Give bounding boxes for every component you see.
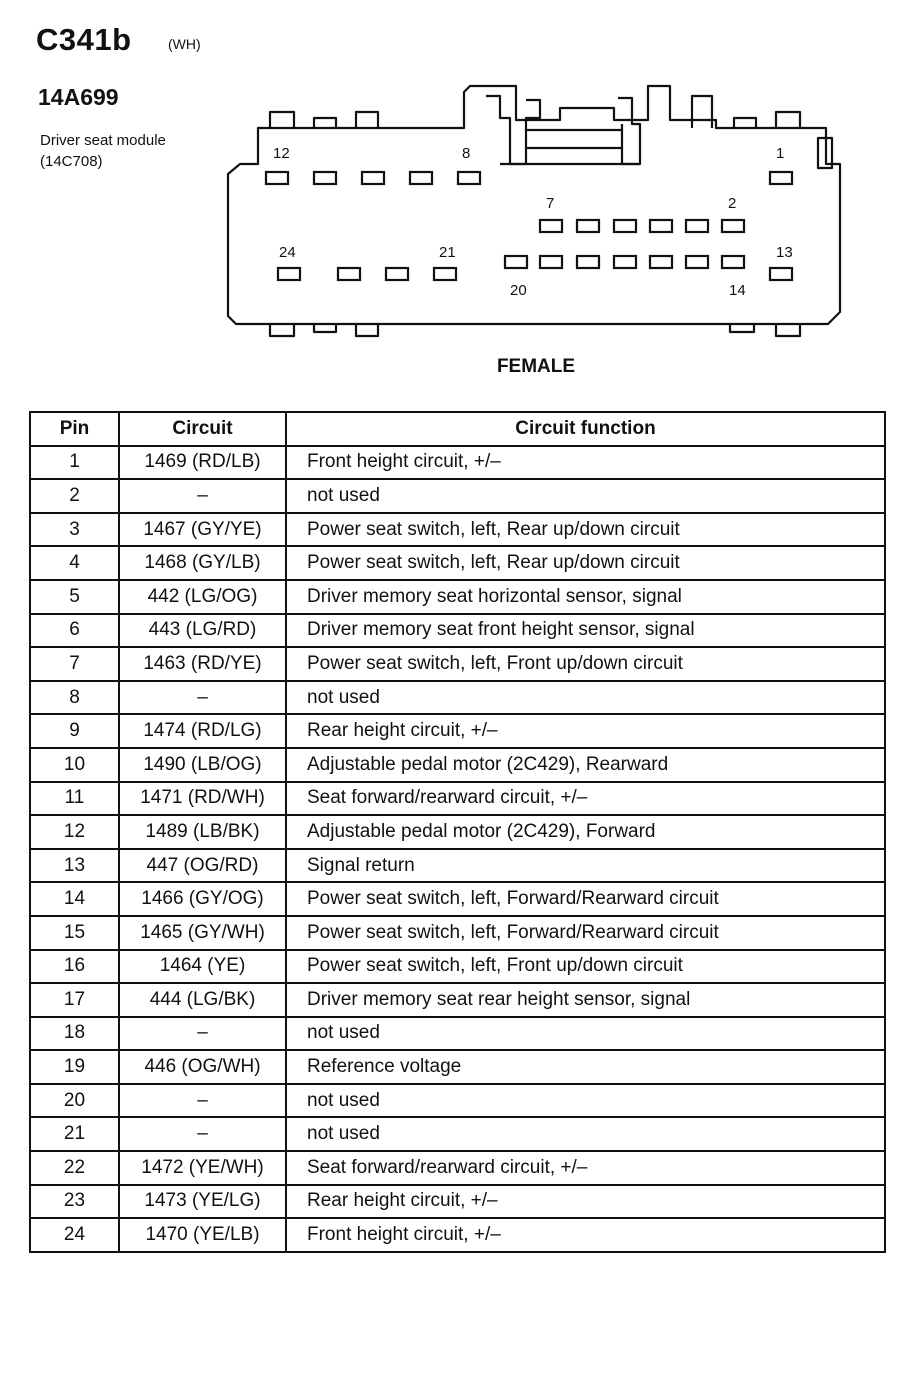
- function-cell: Rear height circuit, +/–: [286, 1185, 885, 1219]
- function-cell: Driver memory seat front height sensor, signal: [286, 614, 885, 648]
- pin-cell: 11: [30, 782, 119, 816]
- circuit-cell: –: [119, 1017, 286, 1051]
- module-code: (14C708): [40, 153, 103, 170]
- table-row: [30, 1117, 885, 1151]
- pin-cell: 23: [30, 1185, 119, 1219]
- circuit-cell: 447 (OG/RD): [119, 849, 286, 883]
- table-row: [30, 1084, 885, 1118]
- pin-cavity: [338, 268, 360, 280]
- table-row: [30, 1185, 885, 1219]
- pin-label: 8: [462, 145, 471, 162]
- pin-cavity: [505, 256, 527, 268]
- top-tab: [356, 112, 378, 128]
- pin-cavity: [614, 256, 636, 268]
- function-cell: Signal return: [286, 849, 885, 883]
- pin-cell: 1: [30, 446, 119, 480]
- pin-cavity: [686, 220, 708, 232]
- function-cell: Adjustable pedal motor (2C429), Forward: [286, 815, 885, 849]
- table-row: [30, 647, 885, 681]
- pin-cavity: [362, 172, 384, 184]
- function-cell: Reference voltage: [286, 1050, 885, 1084]
- module-name: Driver seat module: [40, 132, 166, 149]
- connector-id: C341b: [36, 22, 132, 57]
- top-tab: [270, 112, 294, 128]
- pin-cell: 17: [30, 983, 119, 1017]
- bottom-tab: [314, 324, 336, 332]
- pin-cell: 8: [30, 681, 119, 715]
- connector-diagram: [0, 0, 918, 400]
- table-row: [30, 1017, 885, 1051]
- pin-label: 13: [776, 244, 793, 261]
- pin-cavity: [278, 268, 300, 280]
- pin-label: 21: [439, 244, 456, 261]
- pin-cell: 9: [30, 714, 119, 748]
- function-cell: Rear height circuit, +/–: [286, 714, 885, 748]
- pin-cavity: [458, 172, 480, 184]
- table-row: [30, 849, 885, 883]
- table-row: [30, 1218, 885, 1252]
- pin-cavity: [577, 220, 599, 232]
- bottom-tab: [730, 324, 754, 332]
- pin-cavity: [540, 220, 562, 232]
- pin-cavity: [410, 172, 432, 184]
- circuit-cell: 1467 (GY/YE): [119, 513, 286, 547]
- pin-label: 2: [728, 195, 737, 212]
- circuit-cell: 1470 (YE/LB): [119, 1218, 286, 1252]
- pin-cell: 10: [30, 748, 119, 782]
- pin-cavity: [434, 268, 456, 280]
- pin-cell: 5: [30, 580, 119, 614]
- pin-label: 12: [273, 145, 290, 162]
- pin-cavity: [722, 220, 744, 232]
- table-row: [30, 782, 885, 816]
- table-row: [30, 513, 885, 547]
- pin-table-body: [30, 446, 885, 1252]
- pin-label: 20: [510, 282, 527, 299]
- pin-cavity: [650, 256, 672, 268]
- circuit-cell: 442 (LG/OG): [119, 580, 286, 614]
- function-cell: Power seat switch, left, Rear up/down circuit: [286, 513, 885, 547]
- pin-cell: 7: [30, 647, 119, 681]
- pin-cell: 19: [30, 1050, 119, 1084]
- table-row: [30, 681, 885, 715]
- pin-cavity: [770, 172, 792, 184]
- pin-cavity: [722, 256, 744, 268]
- circuit-cell: 1466 (GY/OG): [119, 882, 286, 916]
- column-header-pin: Pin: [30, 412, 119, 446]
- table-row: [30, 714, 885, 748]
- connector-color: (WH): [168, 36, 201, 52]
- circuit-cell: 1474 (RD/LG): [119, 714, 286, 748]
- column-header-circuit: Circuit: [119, 412, 286, 446]
- pin-label: 14: [729, 282, 746, 299]
- circuit-cell: 1463 (RD/YE): [119, 647, 286, 681]
- bottom-tab: [270, 324, 294, 336]
- circuit-cell: 1490 (LB/OG): [119, 748, 286, 782]
- table-row: [30, 950, 885, 984]
- bottom-tab: [776, 324, 800, 336]
- pin-cell: 13: [30, 849, 119, 883]
- pin-cavity: [650, 220, 672, 232]
- pin-cell: 18: [30, 1017, 119, 1051]
- function-cell: Seat forward/rearward circuit, +/–: [286, 782, 885, 816]
- function-cell: not used: [286, 479, 885, 513]
- pin-cavity: [540, 256, 562, 268]
- function-cell: Driver memory seat rear height sensor, signal: [286, 983, 885, 1017]
- circuit-cell: –: [119, 479, 286, 513]
- circuit-cell: 446 (OG/WH): [119, 1050, 286, 1084]
- pin-cavity: [614, 220, 636, 232]
- function-cell: Power seat switch, left, Forward/Rearward circuit: [286, 916, 885, 950]
- pin-cell: 21: [30, 1117, 119, 1151]
- function-cell: Power seat switch, left, Rear up/down circuit: [286, 546, 885, 580]
- table-row: [30, 882, 885, 916]
- function-cell: not used: [286, 1084, 885, 1118]
- table-header-row: [30, 412, 885, 446]
- table-row: [30, 1151, 885, 1185]
- pin-table: [29, 411, 886, 1253]
- pin-cell: 22: [30, 1151, 119, 1185]
- function-cell: Power seat switch, left, Front up/down circuit: [286, 950, 885, 984]
- pin-cell: 20: [30, 1084, 119, 1118]
- column-header-function: Circuit function: [286, 412, 885, 446]
- pin-cell: 24: [30, 1218, 119, 1252]
- top-tab: [314, 118, 336, 128]
- table-row: [30, 916, 885, 950]
- top-tab: [692, 96, 712, 128]
- table-row: [30, 614, 885, 648]
- table-row: [30, 815, 885, 849]
- top-tab: [776, 112, 800, 128]
- circuit-cell: 1464 (YE): [119, 950, 286, 984]
- pin-cavity: [386, 268, 408, 280]
- table-row: [30, 983, 885, 1017]
- circuit-cell: 1465 (GY/WH): [119, 916, 286, 950]
- pin-cell: 2: [30, 479, 119, 513]
- circuit-cell: 1489 (LB/BK): [119, 815, 286, 849]
- pin-cell: 4: [30, 546, 119, 580]
- pin-cavity: [770, 268, 792, 280]
- circuit-cell: 1469 (RD/LB): [119, 446, 286, 480]
- pin-cavity: [314, 172, 336, 184]
- part-number: 14A699: [38, 84, 119, 110]
- function-cell: Front height circuit, +/–: [286, 446, 885, 480]
- pin-cavity: [266, 172, 288, 184]
- circuit-cell: 1468 (GY/LB): [119, 546, 286, 580]
- pin-cell: 14: [30, 882, 119, 916]
- pin-cell: 15: [30, 916, 119, 950]
- pin-cell: 12: [30, 815, 119, 849]
- connector-housing: [228, 86, 840, 324]
- circuit-cell: 444 (LG/BK): [119, 983, 286, 1017]
- function-cell: Seat forward/rearward circuit, +/–: [286, 1151, 885, 1185]
- table-row: [30, 546, 885, 580]
- table-row: [30, 748, 885, 782]
- function-cell: Driver memory seat horizontal sensor, signal: [286, 580, 885, 614]
- pin-label: 7: [546, 195, 555, 212]
- table-row: [30, 1050, 885, 1084]
- function-cell: Front height circuit, +/–: [286, 1218, 885, 1252]
- table-row: [30, 446, 885, 480]
- bottom-tab: [356, 324, 378, 336]
- circuit-cell: 1473 (YE/LG): [119, 1185, 286, 1219]
- pin-cell: 6: [30, 614, 119, 648]
- function-cell: not used: [286, 681, 885, 715]
- top-tab: [734, 118, 756, 128]
- circuit-cell: 1472 (YE/WH): [119, 1151, 286, 1185]
- table-row: [30, 580, 885, 614]
- connector-gender: FEMALE: [496, 356, 576, 377]
- function-cell: Power seat switch, left, Forward/Rearward circuit: [286, 882, 885, 916]
- pin-label: 1: [776, 145, 785, 162]
- pin-cavity: [577, 256, 599, 268]
- circuit-cell: –: [119, 681, 286, 715]
- function-cell: not used: [286, 1117, 885, 1151]
- function-cell: Adjustable pedal motor (2C429), Rearward: [286, 748, 885, 782]
- pin-label: 24: [279, 244, 296, 261]
- function-cell: not used: [286, 1017, 885, 1051]
- pin-cavity: [686, 256, 708, 268]
- circuit-cell: –: [119, 1117, 286, 1151]
- table-row: [30, 479, 885, 513]
- function-cell: Power seat switch, left, Front up/down circuit: [286, 647, 885, 681]
- circuit-cell: –: [119, 1084, 286, 1118]
- pin-cell: 16: [30, 950, 119, 984]
- pin-cell: 3: [30, 513, 119, 547]
- circuit-cell: 1471 (RD/WH): [119, 782, 286, 816]
- circuit-cell: 443 (LG/RD): [119, 614, 286, 648]
